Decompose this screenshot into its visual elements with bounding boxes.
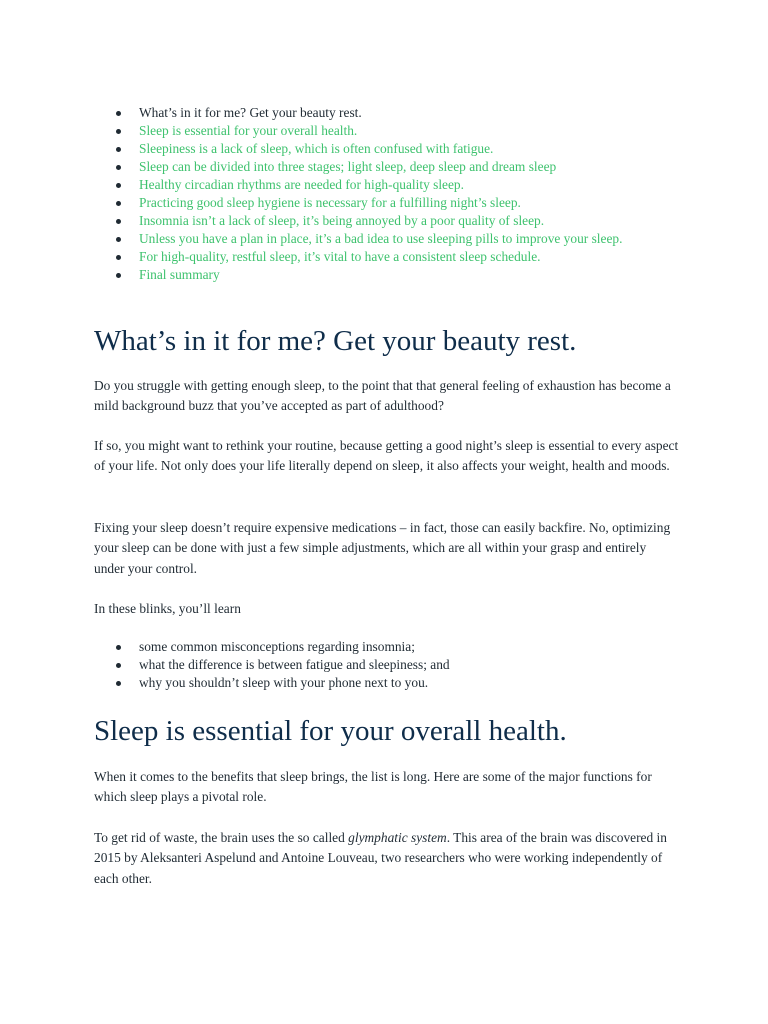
paragraph-text: . This area of the brain was discovered in 2015 by Aleksanteri Aspelund and Antoine Louveau, two researchers who were working independently of each other. <box>94 830 667 886</box>
section-heading: What’s in it for me? Get your beauty rest. <box>94 325 577 357</box>
list-item: why you shouldn’t sleep with your phone next to you. <box>0 674 669 692</box>
toc-link[interactable]: Practicing good sleep hygiene is necessary for a fulfilling night’s sleep. <box>0 194 669 212</box>
list-item: some common misconceptions regarding insomnia; <box>0 638 669 656</box>
toc-link[interactable]: Unless you have a plan in place, it’s a bad idea to use sleeping pills to improve your sleep. <box>0 230 669 248</box>
paragraph: Fixing your sleep doesn’t require expensive medications – in fact, those can easily backfire. No, optimizing your sleep can be done with just a few simple adjustments, which are all within your grasp and entirely under your control. <box>94 520 671 576</box>
bullet-list <box>0 638 768 692</box>
toc-link[interactable]: Insomnia isn’t a lack of sleep, it’s being annoyed by a poor quality of sleep. <box>0 212 669 230</box>
paragraph <box>94 828 679 889</box>
paragraph-text: To get rid of waste, the brain uses the so called <box>94 830 349 845</box>
toc-link[interactable]: Sleepiness is a lack of sleep, which is often confused with fatigue. <box>0 140 669 158</box>
toc-link[interactable]: Sleep can be divided into three stages; light sleep, deep sleep and dream sleep <box>0 158 669 176</box>
paragraph: Do you struggle with getting enough sleep, to the point that that general feeling of exhaustion has become a mild background buzz that you’ve accepted as part of adulthood? <box>94 378 671 414</box>
toc-item-current: What’s in it for me? Get your beauty rest. <box>0 104 669 122</box>
emphasized-term: glymphatic system <box>348 830 447 845</box>
paragraph: When it comes to the benefits that sleep brings, the list is long. Here are some of the major functions for which sleep plays a pivotal role. <box>94 769 652 805</box>
list-item: what the difference is between fatigue and sleepiness; and <box>0 656 669 674</box>
toc-link[interactable]: Final summary <box>0 266 669 284</box>
toc-link[interactable]: Healthy circadian rhythms are needed for high-quality sleep. <box>0 176 669 194</box>
toc-link[interactable]: Sleep is essential for your overall health. <box>0 122 669 140</box>
table-of-contents <box>0 104 768 284</box>
paragraph: In these blinks, you’ll learn <box>94 601 241 616</box>
toc-link[interactable]: For high-quality, restful sleep, it’s vital to have a consistent sleep schedule. <box>0 248 669 266</box>
section-heading: Sleep is essential for your overall health. <box>94 715 567 747</box>
paragraph: If so, you might want to rethink your routine, because getting a good night’s sleep is essential to every aspect of your life. Not only does your life literally depend on sleep, it also affects your weight, health and moods. <box>94 438 679 474</box>
